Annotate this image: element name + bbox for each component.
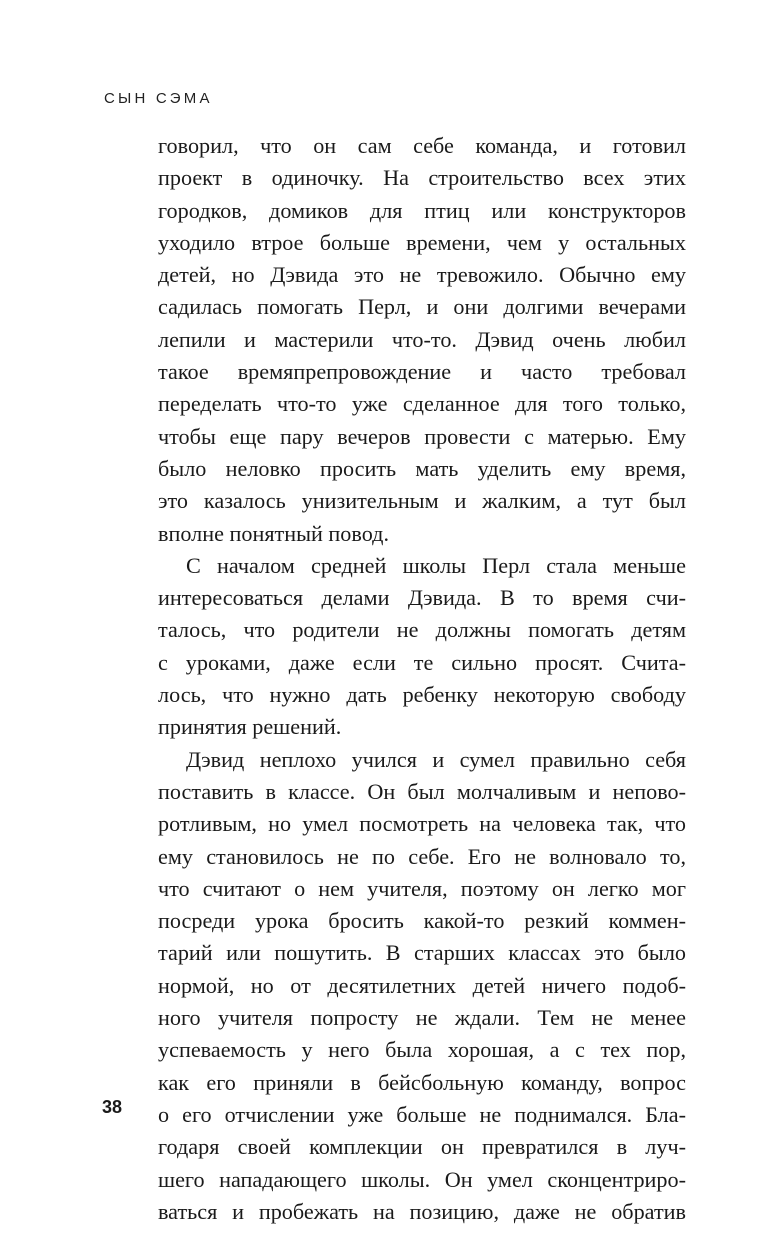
paragraph-1 [158,130,686,550]
text-line: о его отчислении уже больше не поднимался. Бла- [158,1101,686,1127]
text-line: лось, что нужно дать ребенку некоторую свободу [158,682,686,708]
paragraph-3 [158,744,686,1228]
text-line: ваться и пробежать на позицию, даже не обратив [158,1198,686,1224]
text-line: талось, что родители не должны помогать детям [158,617,686,643]
text-line: городков, домиков для птиц или конструкторов [158,197,686,223]
page-number: 38 [102,1097,123,1117]
text-line: тарий или пошутить. В старших классах это было [158,940,686,966]
text-line: посреди урока бросить какой-то резкий коммен- [158,908,686,934]
text-line: вполне понятный повод. [158,520,390,546]
text-line: годаря своей комплекции он превратился в луч- [158,1134,686,1160]
text-line: проект в одиночку. На строительство всех этих [158,165,686,191]
text-line: детей, но Дэвида это не тревожило. Обычно ему [158,262,686,288]
text-line: было неловко просить мать уделить ему время, [158,455,686,481]
text-line: с уроками, даже если те сильно просят. Счита- [158,649,686,675]
text-line: это казалось унизительным и жалким, а тут был [158,488,686,514]
text-line: чтобы еще пару вечеров провести с матерью. Ему [158,423,686,449]
text-line: такое времяпрепровождение и часто требовал [158,359,686,385]
text-line: говорил, что он сам себе команда, и готовил [158,133,686,158]
text-line: нормой, но от десятилетних детей ничего подоб- [158,972,686,998]
text-line: поставить в классе. Он был молчаливым и непово- [158,778,686,804]
text-line: как его приняли в бейсбольную команду, вопрос [158,1069,686,1095]
text-line: ему становилось не по себе. Его не волновало то, [158,843,686,869]
text-line: ного учителя попросту не ждали. Тем не менее [158,1005,686,1031]
text-line: что считают о нем учителя, поэтому он легко мог [158,875,686,901]
text-line: принятия решений. [158,714,342,740]
text-line: шего нападающего школы. Он умел сконцентриро- [158,1166,686,1192]
paragraph-2 [158,550,686,744]
text-line: С началом средней школы Перл стала меньше [186,552,686,578]
text-line: интересоваться делами Дэвида. В то время счи- [158,585,686,611]
body-text [158,130,686,1228]
text-line: успеваемость у него была хорошая, а с тех пор, [158,1037,686,1063]
text-line: ротливым, но умел посмотреть на человека так, что [158,811,686,837]
text-line: садилась помогать Перл, и они долгими вечерами [158,294,686,320]
text-line: Дэвид неплохо учился и сумел правильно себя [186,746,686,772]
text-line: лепили и мастерили что-то. Дэвид очень любил [158,326,686,352]
running-head: СЫН СЭМА [104,90,213,107]
text-line: уходило втрое больше времени, чем у остальных [158,229,686,255]
text-line: переделать что-то уже сделанное для того только, [158,391,686,417]
